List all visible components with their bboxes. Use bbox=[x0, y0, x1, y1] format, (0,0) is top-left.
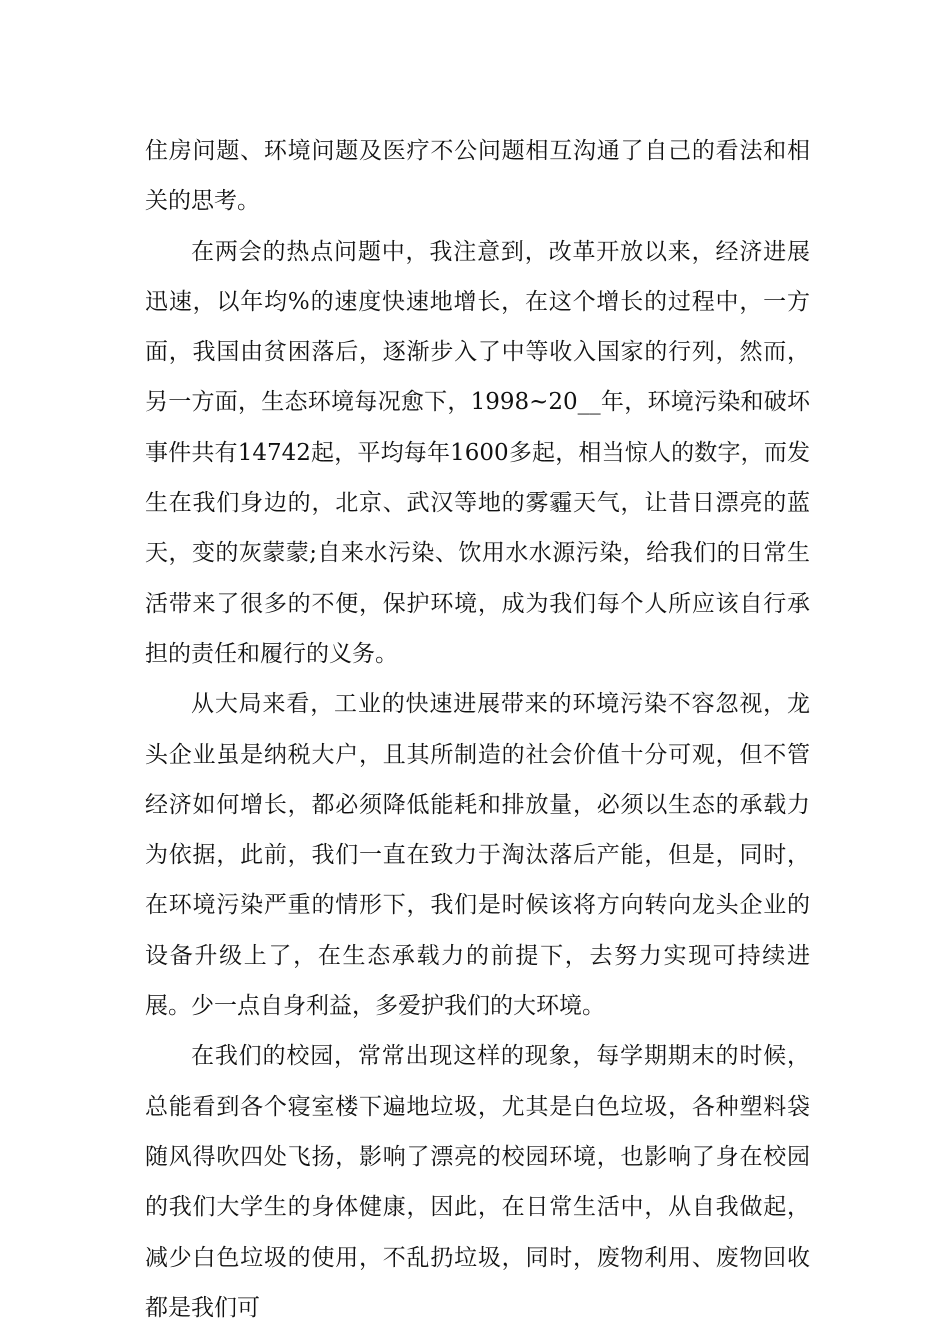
paragraph-4: 在我们的校园，常常出现这样的现象，每学期期末的时候，总能看到各个寝室楼下遍地垃圾，尤其是白色垃圾，各种塑料袋随风得吹四处飞扬，影响了漂亮的校园环境，也影响了身在校园的我们大学生的身体健康，因此，在日常生活中，从自我做起，减少白色垃圾的使用，不乱扔垃圾，同时，废物利用、废物回收都是我们可 bbox=[145, 1043, 810, 1321]
paragraph-3: 从大局来看，工业的快速进展带来的环境污染不容忽视，龙头企业虽是纳税大户，且其所制造的社会价值十分可观，但不管经济如何增长，都必须降低能耗和排放量，必须以生态的承载力为依据，此前，我们一直在致力于淘汰落后产能，但是，同时，在环境污染严重的情形下，我们是时候该将方向转向龙头企业的设备升级上了，在生态承载力的前提下，去努力实现可持续进展。少一点自身利益，多爱护我们的大环境。 bbox=[145, 691, 810, 1020]
paragraph-1: 住房问题、环境问题及医疗不公问题相互沟通了自己的看法和相关的思考。 bbox=[145, 138, 810, 215]
paragraph-2: 在两会的热点问题中，我注意到，改革开放以来，经济进展迅速，以年均%的速度快速地增长，在这个增长的过程中，一方面，我国由贫困落后，逐渐步入了中等收入国家的行列，然而，另一方面，生态环境每况愈下，1998~20__年，环境污染和破坏事件共有14742起，平均每年1600多起，相当惊人的数字，而发生在我们身边的，北京、武汉等地的雾霾天气，让昔日漂亮的蓝天，变的灰蒙蒙;自来水污染、饮用水水源污染，给我们的日常生活带来了很多的不便，保护环境，成为我们每个人所应该自行承担的责任和履行的义务。 bbox=[145, 238, 810, 667]
document-body bbox=[145, 126, 810, 1333]
